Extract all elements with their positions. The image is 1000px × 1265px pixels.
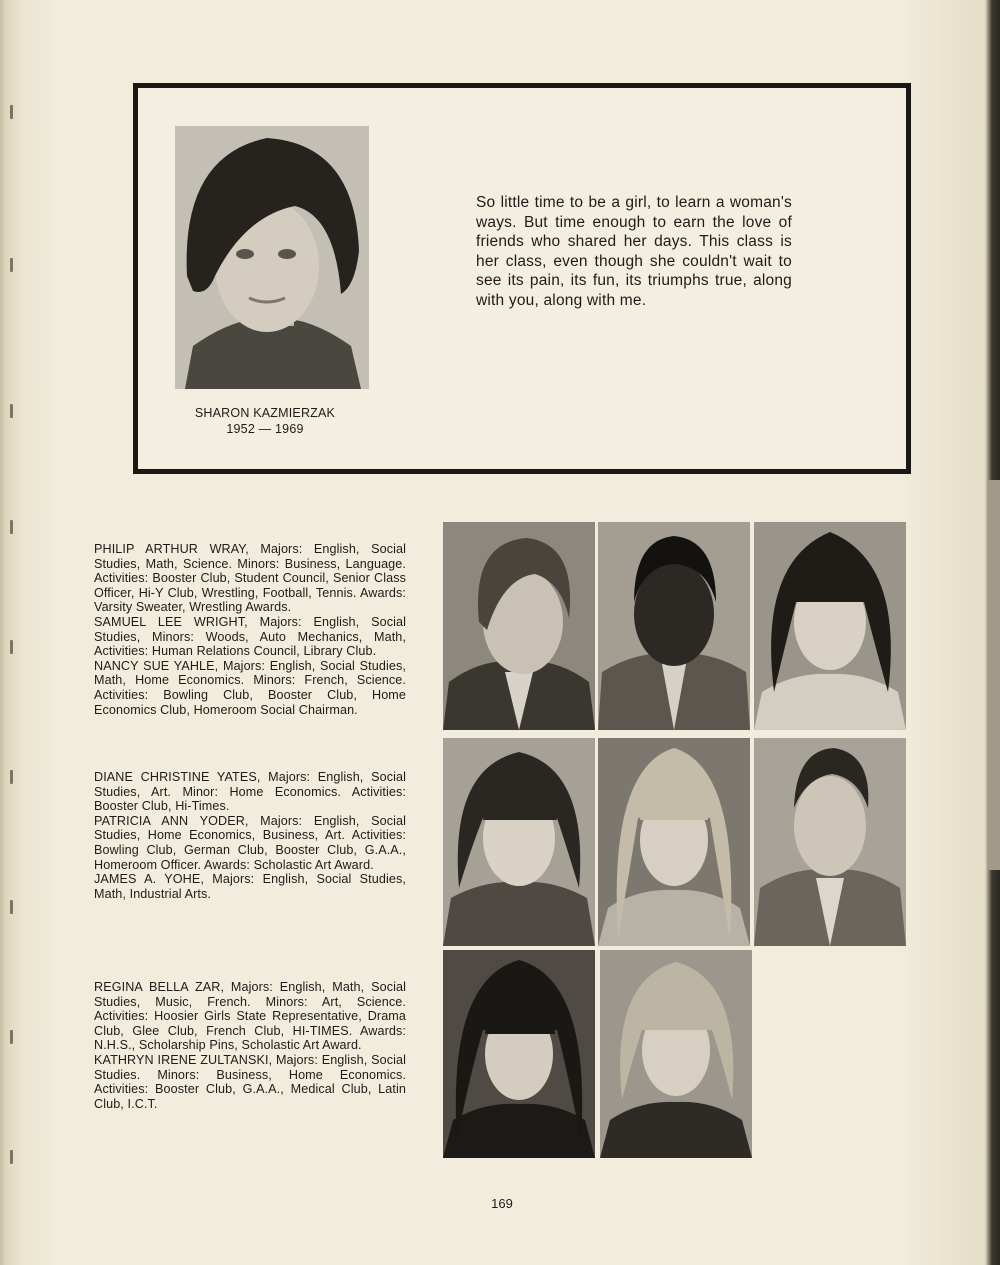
bio-entry: NANCY SUE YAHLE, Majors: English, Social Studies, Math, Home Economics. Minors: French, Science. Activities: Bowling Club, Booster Club, Home Economics Club, Homeroom Social Chairman.	[94, 658, 406, 717]
portrait-kathryn-zultanski	[600, 950, 752, 1158]
portrait-samuel-wright	[598, 522, 750, 730]
memorial-poem	[476, 193, 792, 311]
portrait-james-yohe	[754, 738, 906, 946]
bio-entry: JAMES A. YOHE, Majors: English, Social Studies, Math, Industrial Arts.	[94, 872, 406, 901]
bio-block-1	[94, 542, 406, 717]
portrait-regina-zar	[443, 950, 595, 1158]
bio-block-2	[94, 770, 406, 901]
page-number: 169	[491, 1196, 513, 1211]
bio-block-3	[94, 980, 406, 1111]
poem-text: So little time to be a girl, to learn a woman's ways. But time enough to earn the love of friends who shared her days. This class is her class, even though she couldn't wait to see its pain, its fun, its triumphs true, along with you, along with me.	[476, 194, 792, 309]
memorial-portrait	[175, 126, 369, 389]
bio-entry: REGINA BELLA ZAR, Majors: English, Math, Social Studies, Music, French. Minors: Art, Science. Activities: Hoosier Girls State Representative, Drama Club, Glee Club, French Club, HI-TIMES. Awards: N.H.S., Scholarship Pins, Scholastic Art Award.	[94, 980, 406, 1053]
memorial-years: 1952 — 1969	[226, 422, 304, 436]
bio-entry: KATHRYN IRENE ZULTANSKI, Majors: English, Social Studies. Minors: Business, Home Economics. Activities: Booster Club, G.A.A., Medical Club, Latin Club, I.C.T.	[94, 1052, 406, 1111]
adjacent-page-edge	[988, 480, 1000, 870]
portrait-patricia-yoder	[598, 738, 750, 946]
memorial-box	[133, 83, 911, 474]
bio-entry: SAMUEL LEE WRIGHT, Majors: English, Social Studies, Minors: Woods, Auto Mechanics, Math, Activities: Human Relations Council, Library Club.	[94, 614, 406, 659]
bio-entry: PATRICIA ANN YODER, Majors: English, Social Studies, Home Economics, Business, Art. Activities: Bowling Club, German Club, Booster Club, G.A.A., Homeroom Officer. Awards: Scholastic Art Award.	[94, 813, 406, 872]
bio-entry: DIANE CHRISTINE YATES, Majors: English, Social Studies, Art. Minor: Home Economics. Activities: Booster Club, Hi-Times.	[94, 770, 406, 814]
memorial-name: SHARON KAZMIERZAK	[194, 406, 336, 420]
bio-entry: PHILIP ARTHUR WRAY, Majors: English, Social Studies, Math, Science. Minors: Business, Language. Activities: Booster Club, Student Council, Senior Class Officer, Hi-Y Club, Wrestling, Football, Tennis. Awards: Varsity Sweater, Wrestling Awards.	[94, 542, 406, 615]
portrait-nancy-yahle	[754, 522, 906, 730]
memorial-caption	[150, 405, 380, 437]
portrait-diane-yates	[443, 738, 595, 946]
portrait-philip-wray	[443, 522, 595, 730]
